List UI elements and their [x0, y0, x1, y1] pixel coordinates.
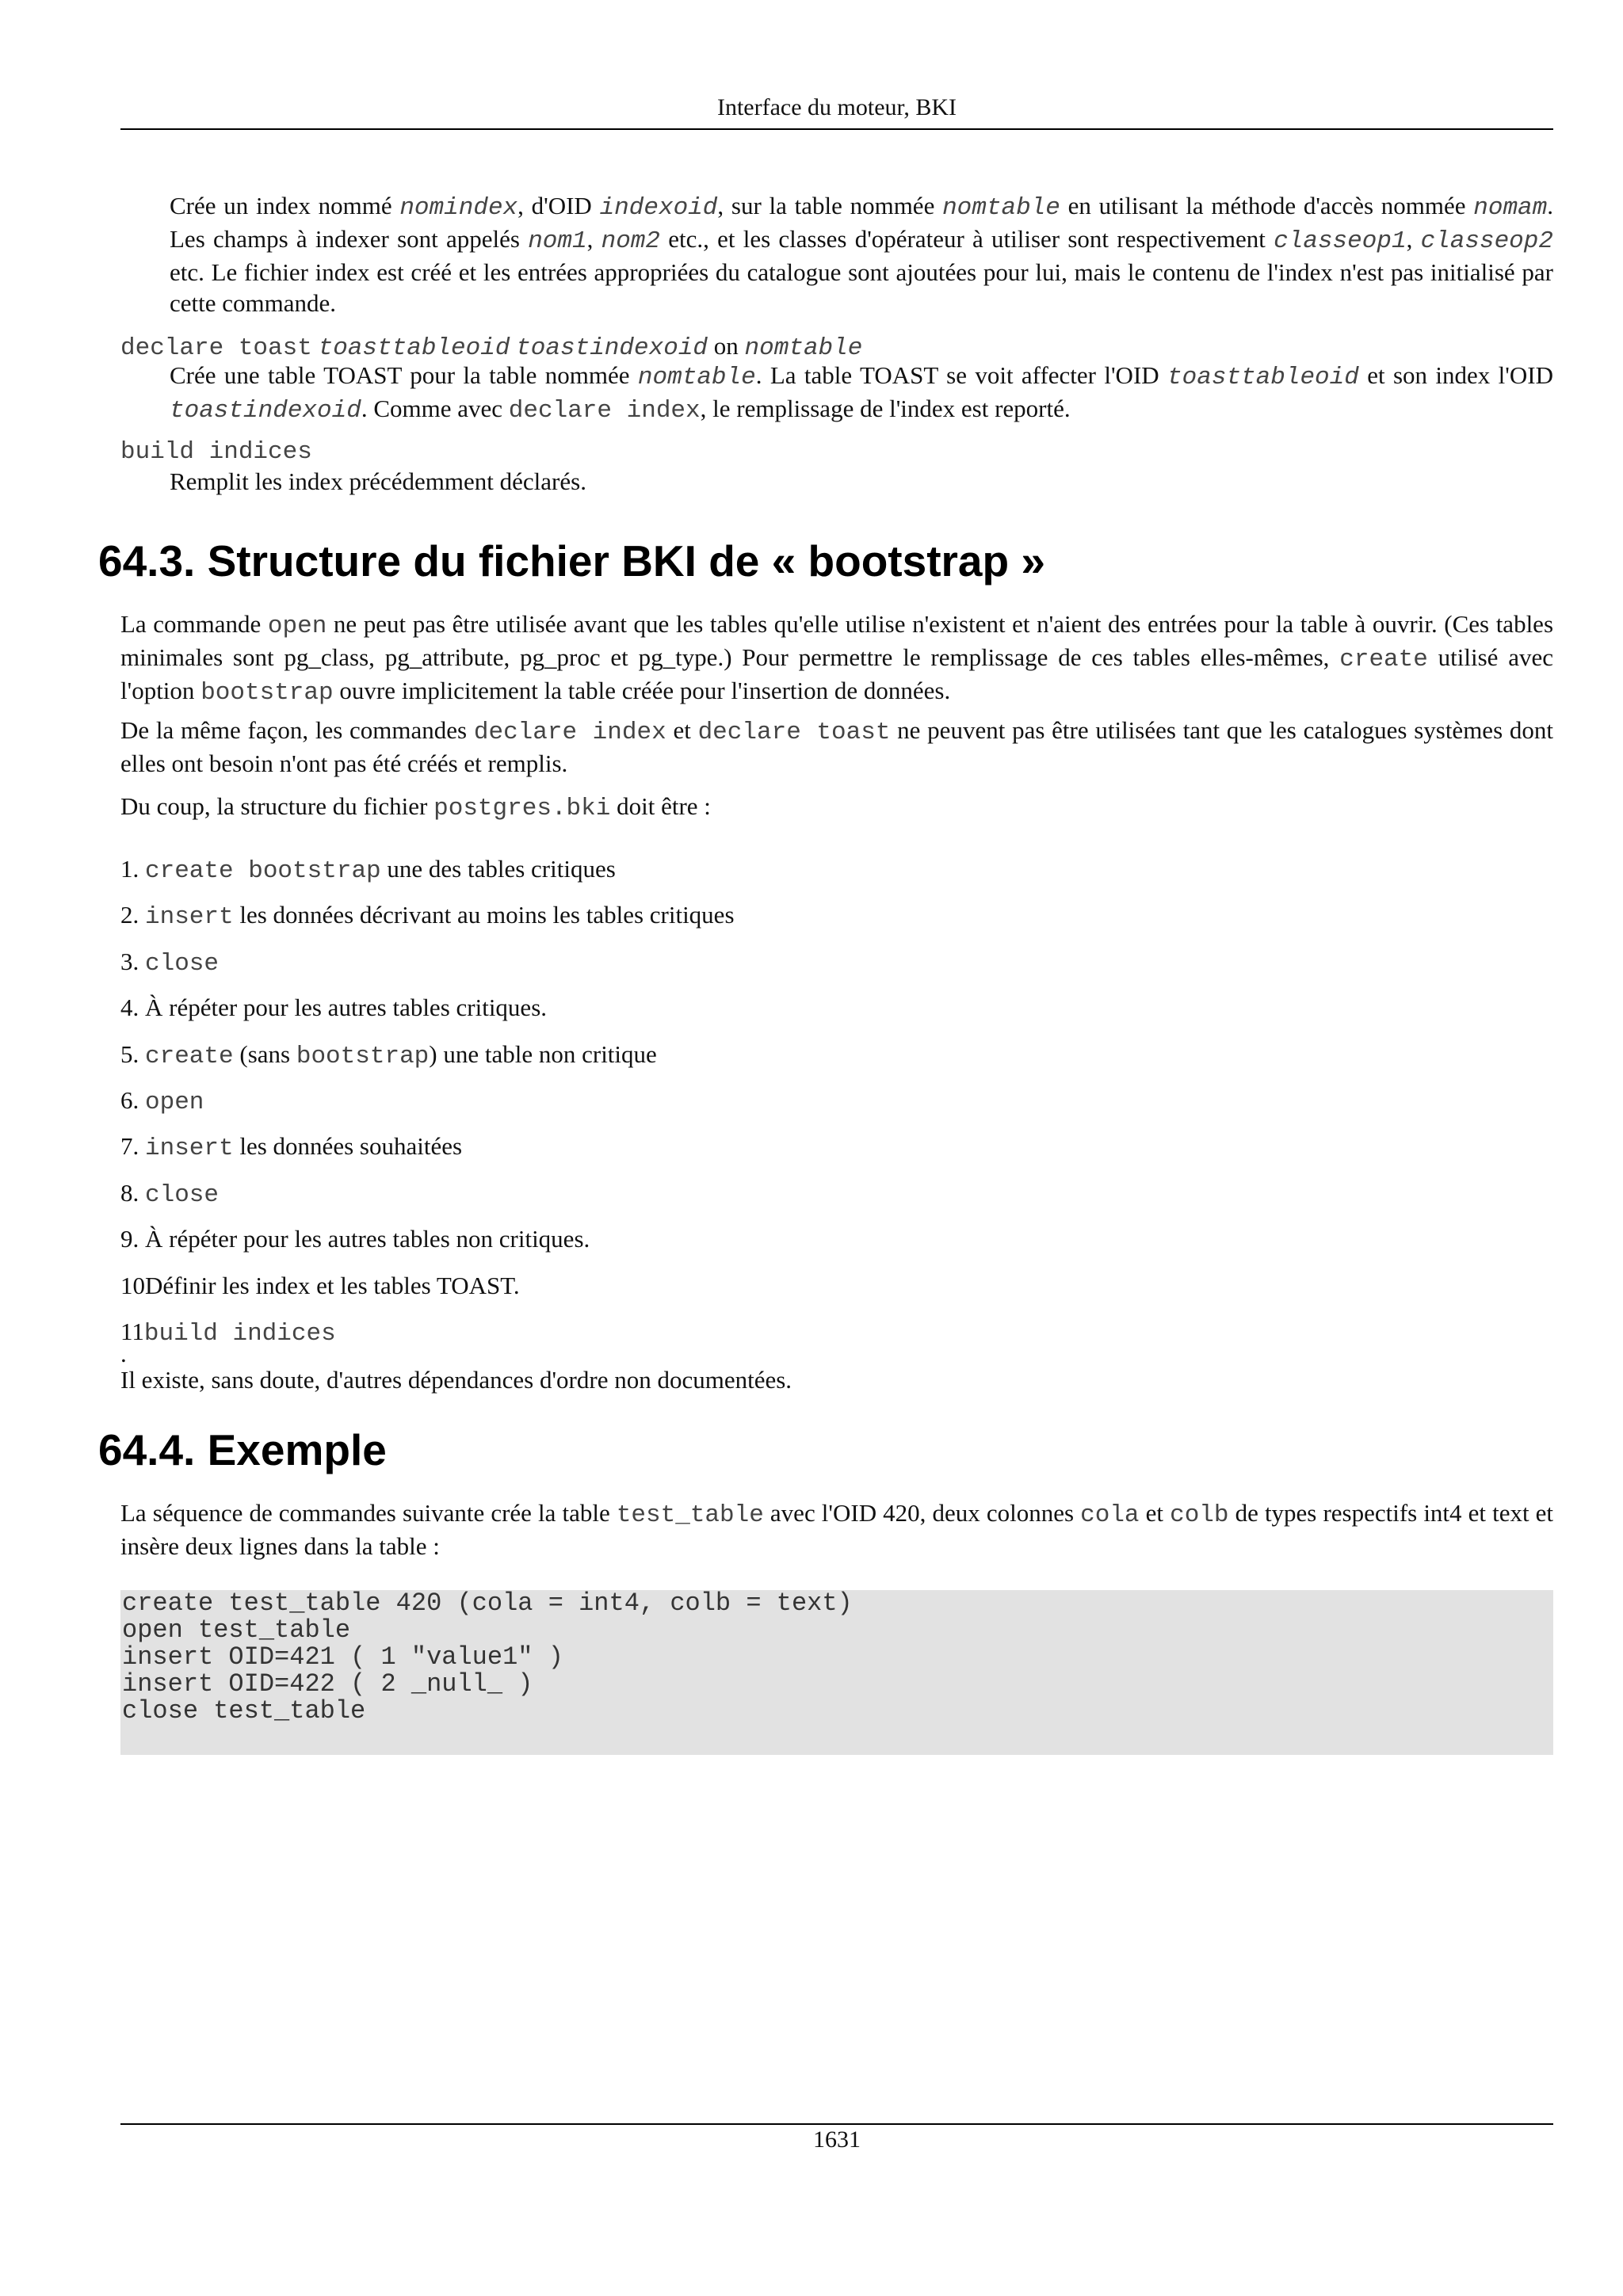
page-number: 1631	[813, 2126, 861, 2153]
list-item: 5. create (sans bootstrap) une table non critique	[120, 1040, 657, 1070]
list-item: 8. close	[120, 1179, 220, 1209]
declare-toast-description: Crée une table TOAST pour la table nommée nomtable. La table TOAST se voit affecter l'OID toasttableoid et son index l'OID toastindexoid. Comme avec declare index, le remplissage de l'index est reporté.	[170, 361, 1553, 425]
code-line: open test_table	[122, 1615, 351, 1645]
section-heading-64-3: 64.3. Structure du fichier BKI de « bootstrap »	[98, 536, 1045, 585]
section-64-3-paragraph-2: De la même façon, les commandes declare index et declare toast ne peuvent pas être utilisées tant que les catalogues systèmes dont elles ont besoin n'ont pas été créés et remplis.	[120, 716, 1553, 777]
list-item: 10Définir les index et les tables TOAST.	[120, 1272, 520, 1299]
list-item: 6. open	[120, 1086, 204, 1116]
section-heading-64-4: 64.4. Exemple	[98, 1425, 387, 1474]
list-item: 4. À répéter pour les autres tables critiques.	[120, 994, 548, 1021]
declare-toast-term: declare toast toasttableoid toastindexoid on nomtable	[120, 332, 863, 362]
list-item: 1. create bootstrap une des tables critiques	[120, 855, 616, 885]
header-rule	[120, 128, 1553, 130]
build-indices-description: Remplit les index précédemment déclarés.	[170, 467, 586, 495]
running-header: Interface du moteur, BKI	[716, 94, 957, 120]
section-64-3-paragraph-1: La commande open ne peut pas être utilisée avant que les tables qu'elle utilise n'existent et n'aient des entrées pour la table à ouvrir. (Ces tables minimales sont pg_class, pg_attribute, pg_proc et pg_type.) Pour permettre le remplissage de ces tables elles-mêmes, create utilisé avec l'option bootstrap ouvre implicitement la table créée pour l'insertion de données.	[120, 610, 1554, 707]
list-item: 2. insert les données décrivant au moins les tables critiques	[120, 901, 735, 931]
list-item: 3. close	[120, 948, 220, 978]
list-item: 11build indices	[120, 1318, 336, 1348]
declare-index-description: Crée un index nommé nomindex, d'OID indexoid, sur la table nommée nomtable en utilisant la méthode d'accès nommée nomam. Les champs à indexer sont appelés nom1, nom2 etc., et les classes d'opérateur à utiliser sont respectivement classeop1, classeop2 etc. Le fichier index est créé et les entrées appropriées du catalogue sont ajoutées pour lui, mais le contenu de l'index n'est pas initialisé par cette commande.	[170, 192, 1553, 317]
section-64-3-paragraph-4: Il existe, sans doute, d'autres dépendances d'ordre non documentées.	[120, 1366, 792, 1394]
section-64-4-paragraph-1: La séquence de commandes suivante crée la table test_table avec l'OID 420, deux colonnes cola et colb de types respectifs int4 et text et insère deux lignes dans la table :	[120, 1499, 1554, 1560]
code-line: insert OID=421 ( 1 "value1" )	[122, 1642, 563, 1672]
stray-period: .	[120, 1340, 127, 1367]
section-64-3-paragraph-3: Du coup, la structure du fichier postgres.bki doit être :	[120, 792, 711, 822]
code-line: create test_table 420 (cola = int4, colb = text)	[122, 1589, 853, 1618]
code-line: insert OID=422 ( 2 _null_ )	[122, 1669, 533, 1699]
list-item: 9. À répéter pour les autres tables non critiques.	[120, 1225, 590, 1253]
list-item: 7. insert les données souhaitées	[120, 1132, 463, 1162]
code-line: close test_table	[122, 1696, 366, 1726]
build-indices-term: build indices	[120, 438, 312, 466]
example-code-block	[120, 1590, 1553, 1755]
